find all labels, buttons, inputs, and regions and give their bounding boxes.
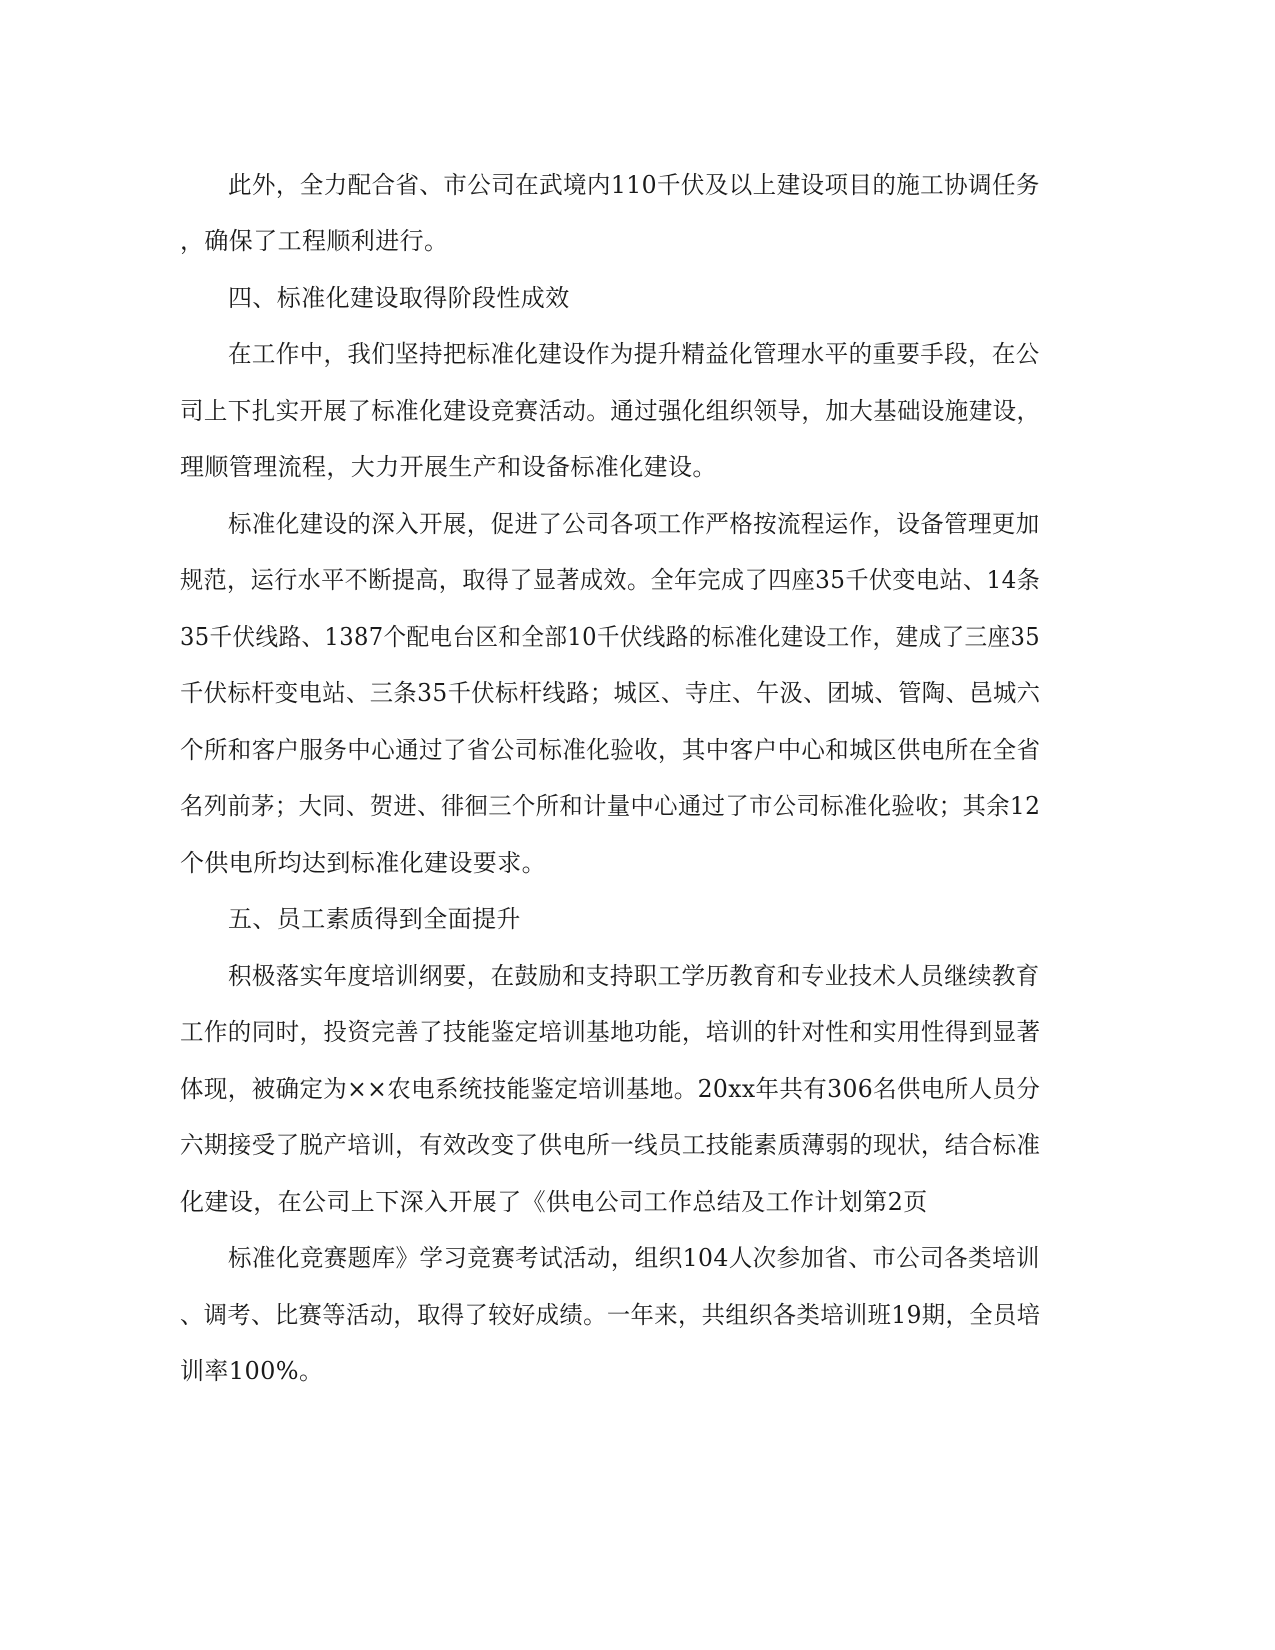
text-line: 个供电所均达到标准化建设要求。 [180,849,546,877]
text-line: 标准化竞赛题库》学习竞赛考试活动，组织104人次参加省、市公司各类培训 [228,1244,1040,1272]
text-line: 个所和客户服务中心通过了省公司标准化验收，其中客户中心和城区供电所在全省 [180,736,1041,764]
text-line: 千伏标杆变电站、三条35千伏标杆线路；城区、寺庄、午汲、团城、管陶、邑城六 [180,679,1041,707]
text-line: 此外，全力配合省、市公司在武境内110千伏及以上建设项目的施工协调任务 [228,171,1040,199]
text-line: 司上下扎实开展了标准化建设竞赛活动。通过强化组织领导，加大基础设施建设， [180,397,1041,425]
text-line: 化建设，在公司上下深入开展了《供电公司工作总结及工作计划第2页 [180,1188,928,1216]
section-heading: 五、员工素质得到全面提升 [228,905,521,933]
text-line: 理顺管理流程，大力开展生产和设备标准化建设。 [180,453,717,481]
text-line: 标准化建设的深入开展，促进了公司各项工作严格按流程运作，设备管理更加 [228,510,1040,538]
text-line: 规范，运行水平不断提高，取得了显著成效。全年完成了四座35千伏变电站、14条 [180,566,1041,594]
text-line: 训率100%。 [180,1357,324,1385]
text-line: ，确保了工程顺利进行。 [180,227,449,255]
text-line: 六期接受了脱产培训，有效改变了供电所一线员工技能素质薄弱的现状，结合标准 [180,1131,1041,1159]
text-line: 在工作中，我们坚持把标准化建设作为提升精益化管理水平的重要手段，在公 [228,340,1040,368]
text-line: 35千伏线路、1387个配电台区和全部10千伏线路的标准化建设工作，建成了三座35 [180,623,1041,651]
text-line: 积极落实年度培训纲要，在鼓励和支持职工学历教育和专业技术人员继续教育 [228,962,1040,990]
text-line: 、调考、比赛等活动，取得了较好成绩。一年来，共组织各类培训班19期，全员培 [180,1301,1041,1329]
text-line: 名列前茅；大同、贺进、徘徊三个所和计量中心通过了市公司标准化验收；其余12 [180,792,1041,820]
text-line: 工作的同时，投资完善了技能鉴定培训基地功能，培训的针对性和实用性得到显著 [180,1018,1041,1046]
section-heading: 四、标准化建设取得阶段性成效 [228,284,570,312]
text-line: 体现，被确定为××农电系统技能鉴定培训基地。20xx年共有306名供电所人员分 [180,1075,1041,1103]
